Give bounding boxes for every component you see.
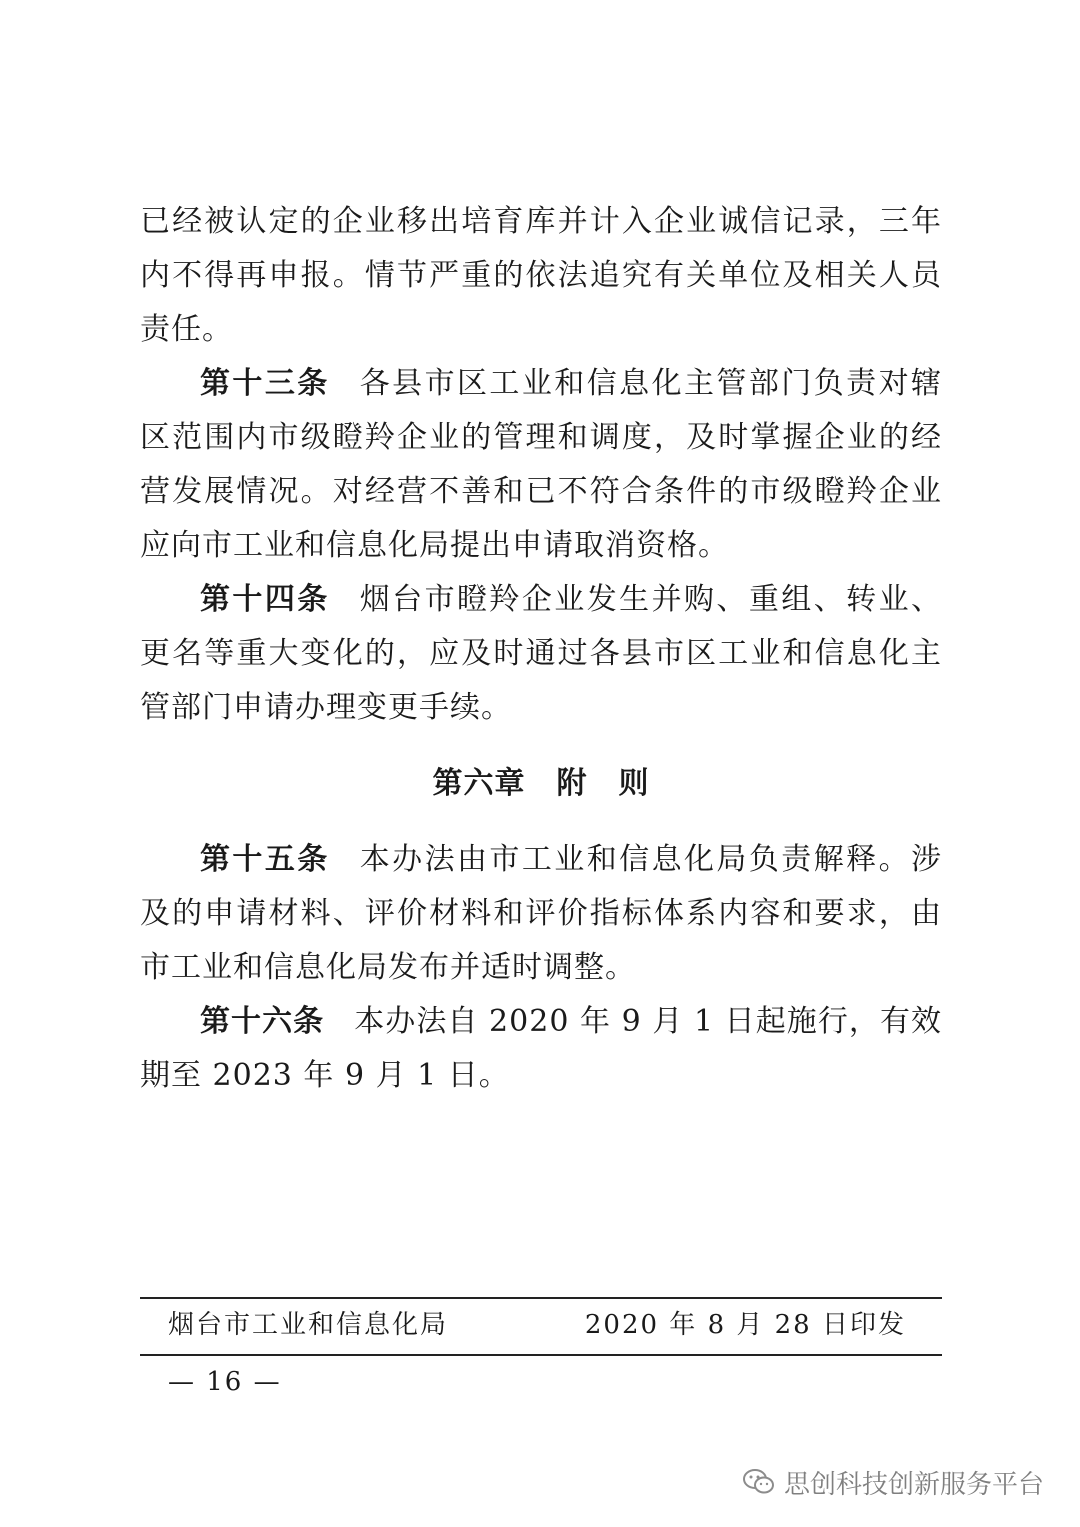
article-13 (140, 357, 942, 573)
article-15 (140, 833, 942, 995)
article-number: 第十五条 (200, 842, 330, 877)
wechat-icon (742, 1467, 776, 1497)
watermark (742, 1462, 1044, 1502)
issuer-name: 烟台市工业和信息化局 (168, 1310, 449, 1340)
article-text: 本办法由市工业和信息化局负责解释。涉及的申请材料、评价材料和评价指标体系内容和要求，由市工业和信息化局发布并适时调整。 (140, 842, 943, 985)
article-number: 第十三条 (200, 366, 330, 401)
paragraph-continuation (140, 195, 942, 357)
article-text: 烟台市瞪羚企业发生并购、重组、转业、更名等重大变化的，应及时通过各县市区工业和信息化主管部门申请办理变更手续。 (140, 582, 943, 725)
page-number: — 16 — (168, 1367, 282, 1397)
article-14 (140, 573, 942, 735)
document-body (140, 195, 942, 1103)
article-text: 本办法自 2020 年 9 月 1 日起施行，有效期至 2023 年 9 月 1 日。 (140, 1004, 942, 1093)
article-number: 第十六条 (200, 1004, 325, 1039)
article-text: 各县市区工业和信息化主管部门负责对辖区范围内市级瞪羚企业的管理和调度，及时掌握企业的经营发展情况。对经营不善和已不符合条件的市级瞪羚企业应向市工业和信息化局提出申请取消资格。 (140, 366, 943, 563)
article-16 (140, 995, 942, 1103)
issuance-footer (140, 1297, 942, 1356)
chapter-title: 第六章 附 则 (432, 766, 650, 801)
watermark-text: 思创科技创新服务平台 (783, 1469, 1044, 1500)
issue-date: 2020 年 8 月 28 日印发 (584, 1310, 906, 1340)
article-number: 第十四条 (200, 582, 330, 617)
paragraph-text: 已经被认定的企业移出培育库并计入企业诚信记录，三年内不得再申报。情节严重的依法追究有关单位及相关人员责任。 (140, 204, 942, 347)
